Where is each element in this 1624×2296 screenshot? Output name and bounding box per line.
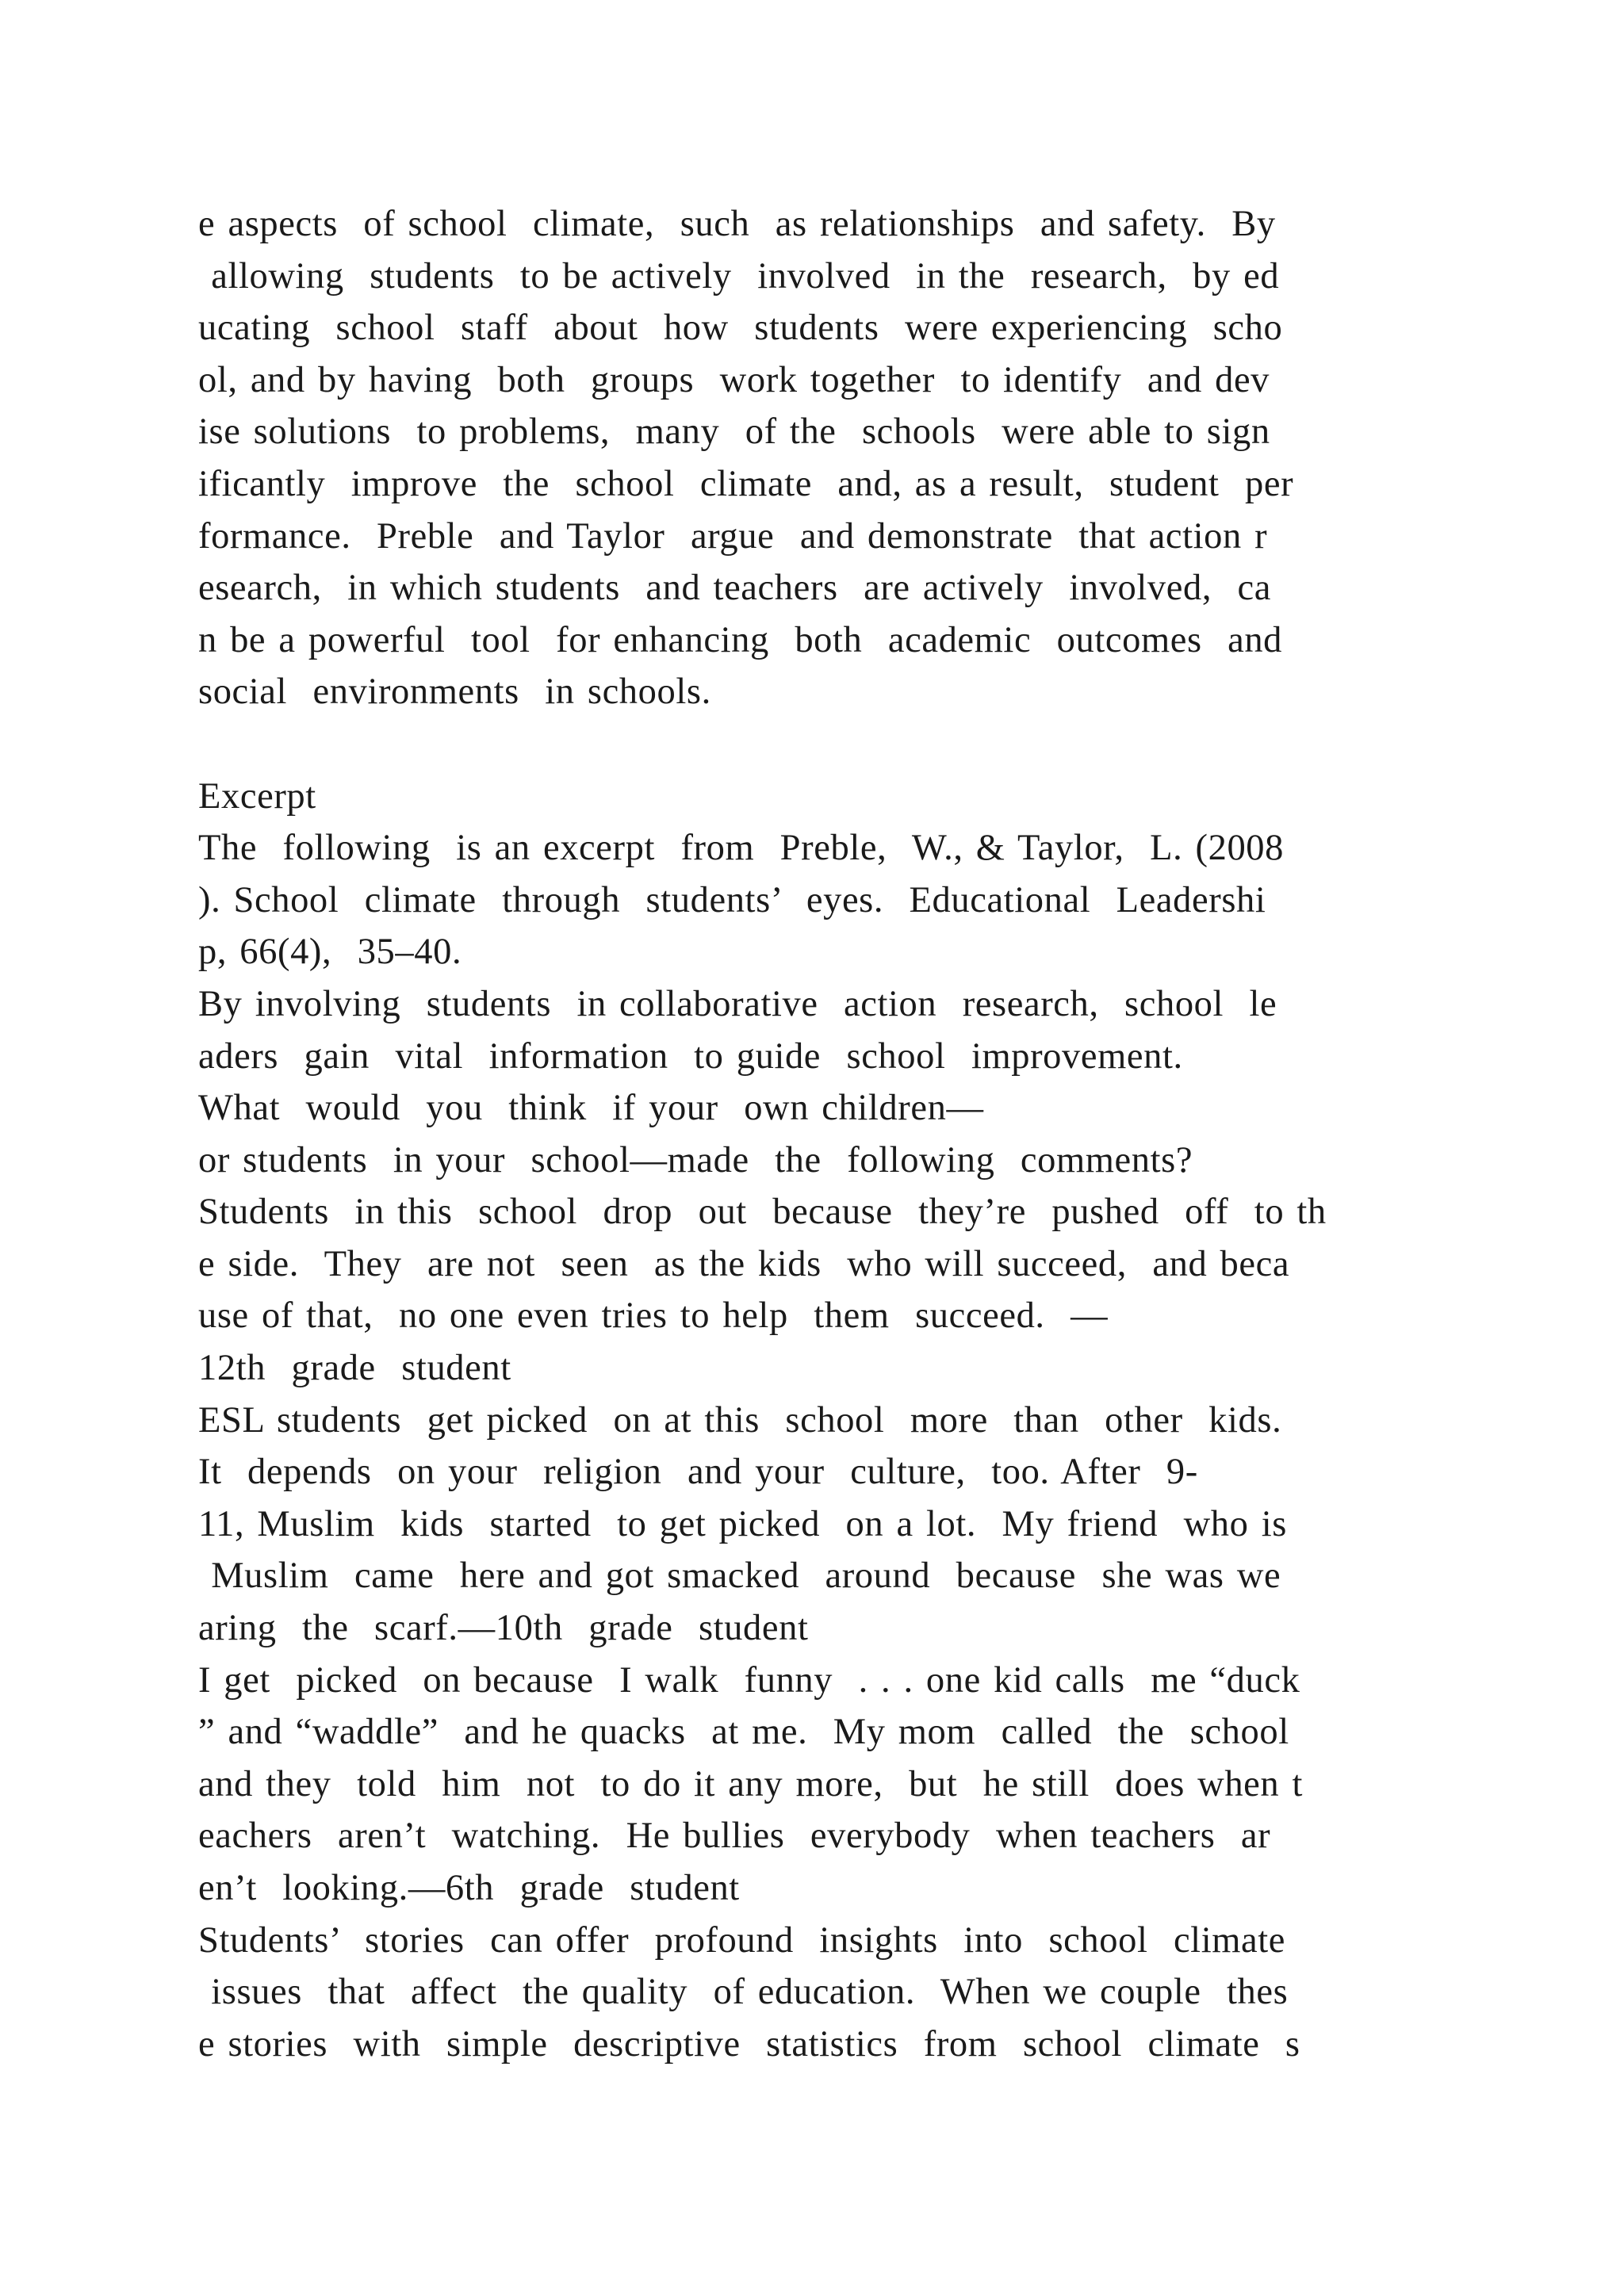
- text-line: Students’ stories can offer profound insights into school climate: [198, 1919, 1285, 1961]
- text-line: eachers aren’t watching. He bullies everybody when teachers ar: [198, 1816, 1271, 1857]
- text-line: formance. Preble and Taylor argue and demonstrate that action r: [198, 515, 1268, 557]
- text-line: or students in your school—made the following comments?: [198, 1139, 1193, 1181]
- text-line: By involving students in collaborative action research, school le: [198, 983, 1277, 1024]
- text-line: Students in this school drop out because they’re pushed off to th: [198, 1192, 1327, 1233]
- text-line: e stories with simple descriptive statistics from school climate s: [198, 2023, 1300, 2064]
- section-heading-excerpt: Excerpt: [198, 775, 316, 817]
- text-line: p, 66(4), 35–40.: [198, 932, 462, 973]
- document-body: [198, 198, 1451, 2070]
- text-line: ise solutions to problems, many of the schools were able to sign: [198, 411, 1270, 453]
- text-line: ” and “waddle” and he quacks at me. My mom called the school: [198, 1712, 1289, 1753]
- text-line: ol, and by having both groups work together to identify and dev: [198, 359, 1270, 400]
- text-line: e aspects of school climate, such as relationships and safety. By: [198, 204, 1276, 244]
- text-line: Muslim came here and got smacked around because she was we: [198, 1556, 1281, 1597]
- text-line: It depends on your religion and your culture, too. After 9-: [198, 1452, 1198, 1493]
- text-line: esearch, in which students and teachers are actively involved, ca: [198, 568, 1271, 609]
- text-line: 11, Muslim kids started to get picked on a lot. My friend who is: [198, 1503, 1287, 1544]
- text-line: ucating school staff about how students were experiencing scho: [198, 308, 1283, 349]
- text-line: n be a powerful tool for enhancing both academic outcomes and: [198, 619, 1283, 660]
- text-line: en’t looking.—6th grade student: [198, 1868, 740, 1908]
- text-line: What would you think if your own children—: [198, 1088, 984, 1129]
- text-line: e side. They are not seen as the kids who will succeed, and beca: [198, 1243, 1290, 1284]
- text-line: ). School climate through students’ eyes. Educational Leadershi: [198, 879, 1266, 920]
- text-line: I get picked on because I walk funny . . . one kid calls me “duck: [198, 1659, 1300, 1701]
- text-line: issues that affect the quality of education. When we couple thes: [198, 1972, 1289, 2013]
- text-line: ificantly improve the school climate and, as a result, student per: [198, 463, 1294, 504]
- blank-line: [198, 718, 1451, 771]
- text-line: The following is an excerpt from Preble, W., & Taylor, L. (2008: [198, 828, 1285, 869]
- text-line: ESL students get picked on at this school more than other kids.: [198, 1399, 1282, 1441]
- text-line: use of that, no one even tries to help them succeed. —: [198, 1295, 1109, 1337]
- text-line: social environments in schools.: [198, 672, 711, 713]
- text-line: and they told him not to do it any more, but he still does when t: [198, 1763, 1304, 1804]
- text-line: aring the scarf.—10th grade student: [198, 1608, 809, 1649]
- text-line: 12th grade student: [198, 1348, 511, 1389]
- text-line: aders gain vital information to guide school improvement.: [198, 1035, 1183, 1077]
- text-line: allowing students to be actively involved in the research, by ed: [198, 255, 1280, 297]
